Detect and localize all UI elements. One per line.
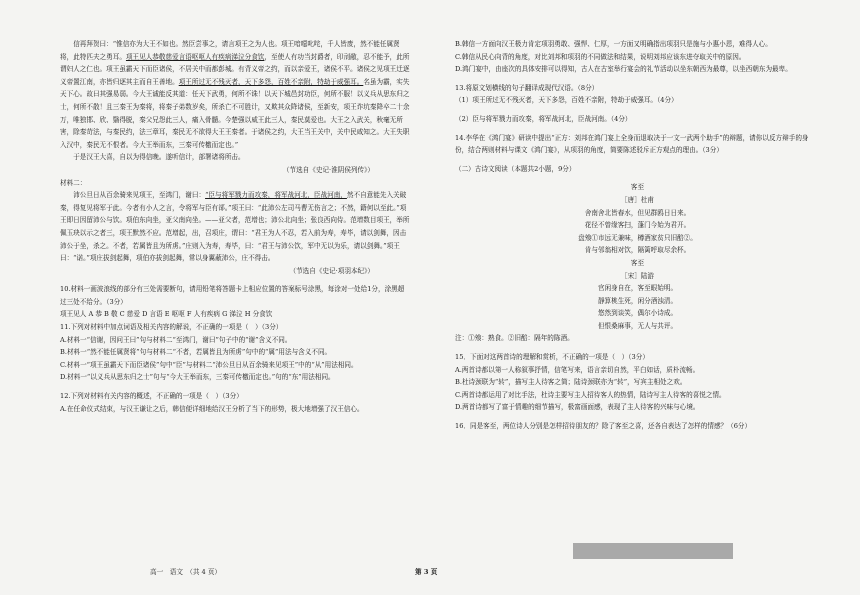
right-column <box>455 38 820 433</box>
material-one-paragraph: 信再拜贺曰：“惟信亦为大王不如也。然臣尝事之，请言项王之为人也。项王喑噁叱咤，千人皆废，然不能任属贤将，此特匹夫之勇耳。项王见人恭敬慈爱言语呕呕人有疾病涕泣分食饮，至使人有功当封爵者，印刓敝，忍不能予，此所谓妇人之仁也。项王虽霸天下而臣诸侯，不居关中而都彭城。有背义帝之约，而以亲爱王，诸侯不平。诸侯之见项王迁逐义帝置江南，亦皆归逐其主而自王善地。项王所过无不残灭者，天下多怨，百姓不亲附，特劫于威强耳。名虽为霸，实失天下心。故曰其强易弱。今大王诚能反其道：任天下武勇，何所不诛！以天下城邑封功臣，何所不服！以义兵从思东归之士，何所不散！且三秦王为秦将，将秦子弟数岁矣，所杀亡不可胜计，又欺其众降诸侯，至新安，项王诈坑秦降卒二十余万，唯独邯、欣、翳得脱，秦父兄怨此三人，痛入骨髓。今楚强以威王此三人，秦民莫爱也。大王之入武关，秋毫无所害，除秦苛法，与秦民约，法三章耳，秦民无不欲得大王王秦者。于诸侯之约，大王当王关中，关中民咸知之。大王失职入汉中，秦民无不恨者。今大王举而东，三秦可传檄而定也。” <box>60 40 410 149</box>
question-13-part-2: （2）臣与将军戮力而攻秦，将军战河北，臣战河南。（4分） <box>455 114 632 123</box>
question-15: 15．下面对这两首诗的理解和赏析，不正确的一项是（ ）（3分） <box>455 353 649 362</box>
question-12-option-c: C.韩信从民心向背的角度，对比刘邦和项羽的不同做法和结果，说明刘邦应该东进夺取关中的原因。 <box>455 52 746 61</box>
question-16: 16．同是客至，两位诗人分别是怎样招待朋友的？除了客至之喜，还各自表达了怎样的情感？（6分） <box>455 422 752 431</box>
source-note-2: （节选自《史记·项羽本纪》） <box>289 266 374 275</box>
poem-1-line: 盘飧①市远无兼味，樽酒家贫只旧醅②。 <box>578 233 697 242</box>
footer-subject: 高一 语文 （共 4 页） <box>150 568 222 576</box>
question-15-option-b: B.杜诗颈联为“转”，描写主人待客之简；陆诗颈联亦为“转”，写宾主相处之欢。 <box>455 378 687 387</box>
underlined-sentence-1: 项王所过无不残灭者，天下多怨，百姓不亲附，特劫于威强耳。 <box>178 77 364 86</box>
material-two-paragraph: 沛公旦日从百余骑来见项王，至鸿门，谢曰：“臣与将军戮力而攻秦，将军战河北，臣战河南，然不自意能先入关破秦，得复见将军于此。今者有小人之言，令将军与臣有郤。”项王曰：“此沛公左司马曹无伤言之；不然，籍何以至此。”项王即日因留沛公与饮。项伯东向坐，亚父南向坐。——亚父者，范增也；沛公北向坐；张良西向侍。范增数目项王，举所佩玉玦以示之者三，项王默然不应。范增起，出，召项庄，谓曰：“君王为人不忍，若入前为寿，寿毕，请以剑舞，因击沛公于坐，杀之。不者，若属皆且为所虏。”庄则入为寿，寿毕，曰：“君王与沛公饮，军中无以为乐，请以剑舞。”项王曰：“诺。”项庄拔剑起舞，项伯亦拔剑起舞，常以身翼蔽沛公，庄不得击。 <box>60 191 410 263</box>
source-note-1: （节选自《史记·淮阴侯列传》） <box>282 165 374 174</box>
poem-1-line: 花径不曾缘客扫，蓬门今始为君开。 <box>584 221 691 230</box>
poem-2-author: ［宋］陆游 <box>621 271 654 280</box>
material-one-ending: 于是汉王大喜，自以为得信晚。遂听信计，部署诸将所击。 <box>73 153 245 162</box>
question-15-option-a: A.两首诗都以第一人称叙事抒情，信笔写来，语言亲切自然，平白如话，质朴流畅。 <box>455 365 700 374</box>
underlined-sentence-2: “臣与将军戮力而攻秦，将军战河北，臣战河南， <box>205 191 347 200</box>
question-12: 12.下列对材料有关内容的概述，不正确的一项是（ ）（3分） <box>60 392 243 401</box>
poem-1-author: ［唐］杜甫 <box>621 195 654 204</box>
poem-2-line: 但恨桑麻事，无人与共评。 <box>597 321 678 330</box>
question-14: 14.李华在《鸿门宴》研读中提出“正方：刘邦在鸿门宴上全身而退取决于一文一武两个助手”的辩题，请你以反方辩手的身份，结合两则材料与课文《鸿门宴》，从项羽的角度，简要陈述驳斥正方观点的理由。（3分） <box>455 133 809 155</box>
question-11-option-c: C.材料一“项王虽霸天下而臣诸侯”句中“臣”与材料二“沛公旦日从百余骑来见项王”中的“从”用法相同。 <box>60 360 358 369</box>
question-13-part-1: （1）项王所过无不残灭者，天下多怨，百姓不亲附，特劫于威强耳。（4分） <box>455 96 678 105</box>
question-10-options: 项王见人 A 恭 B 敬 C 慈爱 D 言语 E 呕呕 F 人有疾病 G 涕泣 H 分食饮 <box>60 310 273 319</box>
poem-2-title: 客至 <box>630 258 645 267</box>
question-15-option-d: D.两首诗都写了富于情趣的细节描写，极富画面感，表现了主人待客的兴味与心境。 <box>455 403 700 412</box>
question-11: 11.下列对材料中加点词语及相关内容的解说，不正确的一项是（ ）（3分） <box>60 323 283 332</box>
poem-2-line: 靜算桃生死，闲分酒浊清。 <box>597 296 678 305</box>
question-11-option-b: B.材料一“然不能任属贤将”句与材料二“不者，若属皆且为所虏”句中的“属”用法与含义不同。 <box>60 348 332 357</box>
question-13: 13.将原文划横线的句子翻译成现代汉语。（8分） <box>455 83 599 92</box>
question-11-option-d: D.材料一“以义兵从思东归之士”句与“今大王举而东，三秦可传檄而定也。”句的“东”用法相同。 <box>60 373 335 382</box>
poem-1-line: 肯与邻翁相对饮，隔篱呼取尽余杯。 <box>584 246 691 255</box>
score-box <box>573 543 733 559</box>
poem-2-line: 悠然到谈笑，偶尔小诗成。 <box>597 309 678 318</box>
poem-2-line: 官闲身自在，客至眼始明。 <box>597 284 678 293</box>
question-12-option-a: A.在任命仪式结束，与汉王谦让之后，韩信便详细地给汉王分析了当下的形势，极大地增强了汉王信心。 <box>60 404 364 413</box>
question-11-option-a: A.材料一“信谢，因问王曰”句与材料二“至鸿门，谢曰”句子中的“谢”含义不同。 <box>60 335 292 344</box>
page-number: 第 3 页 <box>415 568 438 576</box>
question-12-option-b: B.韩信一方面向汉王极力肯定项羽勇敢、强悍、仁厚，一方面又明确指出项羽只是施与小惠小恩，难得人心。 <box>455 40 772 48</box>
left-column <box>60 38 410 415</box>
question-10: 10.材料一画波浪线的部分有三处需要断句，请用铅笔将答题卡上相应位置的答案标号涂黑，每涂对一处给1分，涂黑超过三处不给分。（3分） <box>60 285 405 306</box>
wavy-underlined-sentence: 项王见人恭敬慈爱言语呕呕人有疾病涕泣分食饮 <box>125 52 265 61</box>
question-15-option-c: C.两首诗都运用了对比手法，杜诗主要写主人招待客人的热情，陆诗写主人待客的喜悦之情。 <box>455 390 726 399</box>
section-two-heading: （二）古诗文阅读（本题共2小题，9分） <box>455 164 576 173</box>
material-two-label: 材料二： <box>60 178 87 187</box>
poem-note: 注：①飧：熟食。②旧醅：隔年的陈酒。 <box>455 334 574 343</box>
question-12-option-d: D.鸿门宴中，由座次的具体安排可以得知，古人在古室举行宴会的礼节活动以坐东朝西为最尊，以坐西朝东为最卑。 <box>455 65 792 74</box>
poem-1-line: 舍南舍北皆春水，但见群鸥日日来。 <box>584 208 691 217</box>
poem-1-title: 客至 <box>630 183 645 192</box>
